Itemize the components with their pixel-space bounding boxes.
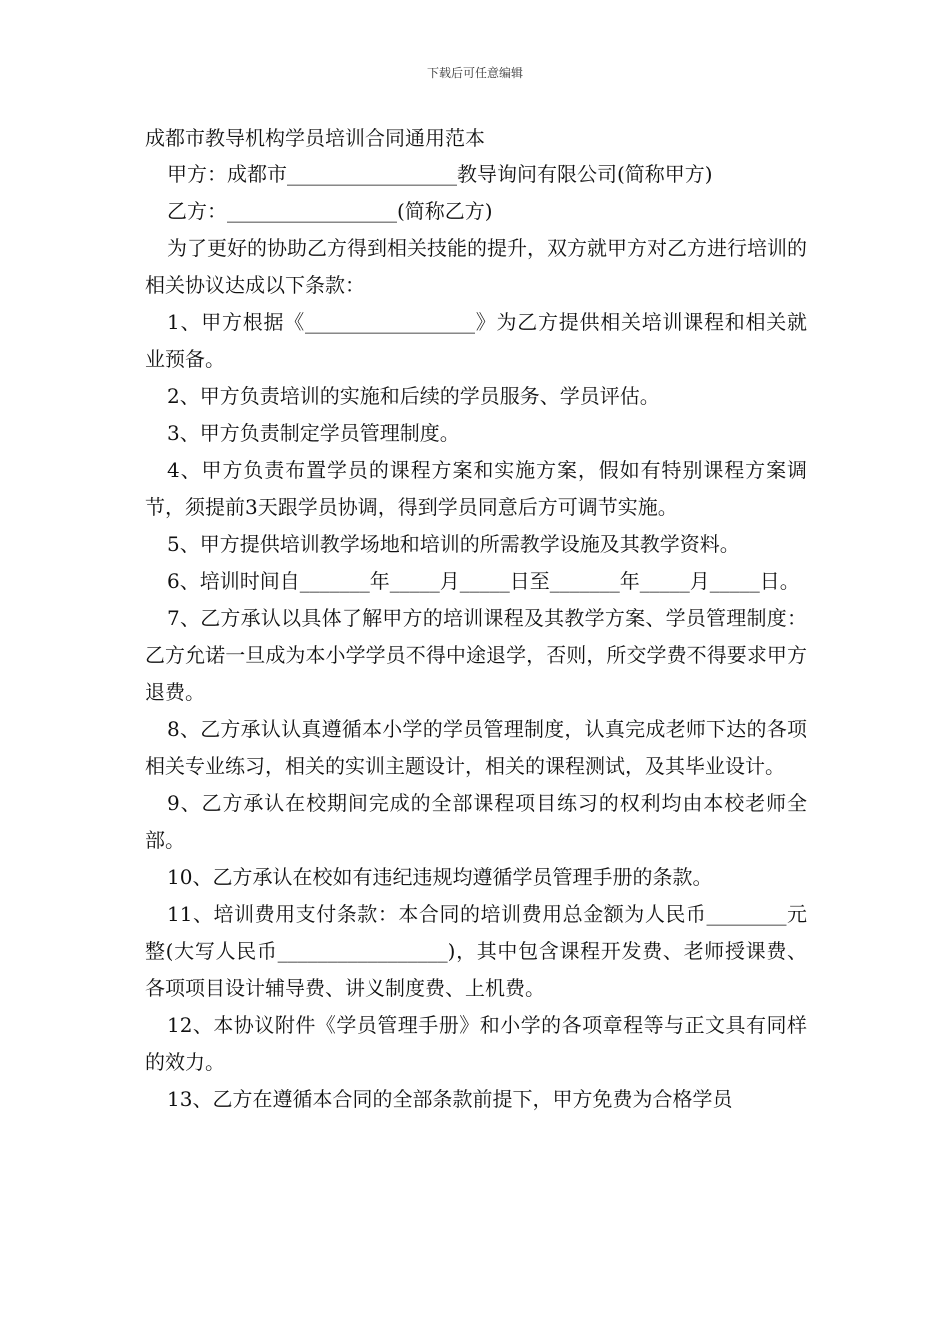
clause-1: 1、甲方根据《_________________》为乙方提供相关培训课程和相关就业预备。 bbox=[145, 310, 807, 371]
clause-7: 7、乙方承认以具体了解甲方的培训课程及其教学方案、学员管理制度：乙方允诺一旦成为本小学学员不得中途退学，否则，所交学费不得要求甲方退费。 bbox=[145, 606, 807, 704]
clause-8: 8、乙方承认认真遵循本小学的学员管理制度，认真完成老师下达的各项相关专业练习，相关的实训主题设计，相关的课程测试，及其毕业设计。 bbox=[145, 717, 807, 778]
party-b-line: 乙方：_________________(简称乙方) bbox=[167, 199, 493, 223]
document-title: 成都市教导机构学员培训合同通用范本 bbox=[145, 126, 485, 150]
page-header: 下载后可任意编辑 bbox=[426, 66, 523, 80]
clause-10: 10、乙方承认在校如有违纪违规均遵循学员管理手册的条款。 bbox=[167, 865, 713, 889]
intro-paragraph: 为了更好的协助乙方得到相关技能的提升，双方就甲方对乙方进行培训的相关协议达成以下条款： bbox=[145, 236, 807, 297]
document-body bbox=[145, 120, 807, 1118]
clause-11: 11、培训费用支付条款：本合同的培训费用总金额为人民币________元整(大写人民币_________________)，其中包含课程开发费、老师授课费、各项项目设计辅导费、讲义制度费、上机费。 bbox=[145, 902, 807, 1000]
clause-5: 5、甲方提供培训教学场地和培训的所需教学设施及其教学资料。 bbox=[167, 532, 740, 556]
clause-12: 12、本协议附件《学员管理手册》和小学的各项章程等与正文具有同样的效力。 bbox=[145, 1013, 807, 1074]
clause-2: 2、甲方负责培训的实施和后续的学员服务、学员评估。 bbox=[167, 384, 660, 408]
clause-13: 13、乙方在遵循本合同的全部条款前提下，甲方免费为合格学员 bbox=[167, 1087, 733, 1111]
clause-4: 4、甲方负责布置学员的课程方案和实施方案，假如有特别课程方案调节，须提前3天跟学员协调，得到学员同意后方可调节实施。 bbox=[145, 458, 807, 519]
clause-3: 3、甲方负责制定学员管理制度。 bbox=[167, 421, 460, 445]
clause-6: 6、培训时间自_______年_____月_____日至_______年_____月_____日。 bbox=[167, 569, 800, 593]
party-a-line: 甲方：成都市_________________教导询问有限公司(简称甲方) bbox=[167, 162, 713, 186]
clause-9: 9、乙方承认在校期间完成的全部课程项目练习的权利均由本校老师全部。 bbox=[145, 791, 807, 852]
